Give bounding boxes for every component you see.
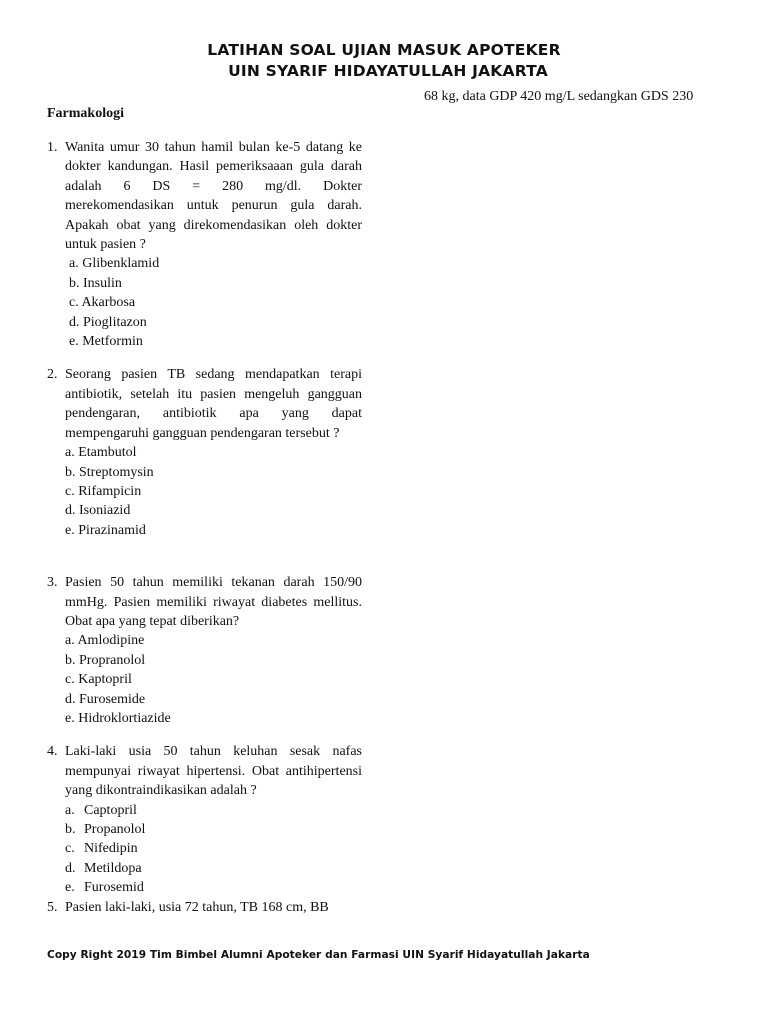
option-e: e. Hidroklortiazide [65, 710, 171, 726]
option-label: Propanolol [84, 822, 146, 837]
option-b [65, 820, 362, 839]
question-number: 4. [47, 744, 58, 760]
option-letter: e. [65, 880, 75, 896]
answer-options [65, 443, 362, 540]
option-letter: b. [65, 822, 76, 837]
option-a [65, 801, 362, 820]
answer-options [65, 254, 362, 351]
answer-options [65, 801, 362, 898]
question-text: Wanita umur 30 tahun hamil bulan ke-5 datang ke dokter kandungan. Hasil pemeriksaaan gula darah adalah 6 DS = 280 mg/dl. Dokter merekomendasikan untuk penurun gula darah. Apakah obat yang direkomendasikan oleh dokter untuk pasien ? [65, 140, 362, 253]
spacer [47, 540, 362, 573]
option-letter: c. [65, 841, 75, 857]
option-a: a. Etambutol [65, 445, 137, 461]
option-e: e. Metformin [69, 334, 143, 350]
option-letter: a. [65, 802, 75, 818]
option-d: d. Isoniazid [65, 503, 131, 519]
option-c: c. Rifampicin [65, 483, 142, 499]
option-b: b. Streptomysin [65, 464, 154, 480]
option-d: d. Pioglitazon [69, 314, 147, 330]
question-text: Pasien 50 tahun memiliki tekanan darah 150/90 mmHg. Pasien memiliki riwayat diabetes mellitus. Obat apa yang tepat diberikan? [65, 575, 362, 629]
question-3 [47, 573, 362, 728]
question-5-continuation: 68 kg, data GDP 420 mg/L sedangkan GDS 230 [424, 89, 694, 104]
question-5 [47, 898, 362, 917]
option-a: a. Glibenklamid [69, 256, 160, 272]
question-number: 2. [47, 367, 58, 383]
option-label: Nifedipin [84, 841, 138, 857]
question-text: Laki-laki usia 50 tahun keluhan sesak nafas mempunyai riwayat hipertensi. Obat antihipertensi yang dikontraindikasikan adalah ? [65, 744, 362, 799]
option-label: Metildopa [84, 860, 142, 876]
option-label: Captopril [84, 802, 137, 818]
option-a: a. Amlodipine [65, 633, 145, 649]
question-number: 3. [47, 575, 58, 591]
option-e: e. Pirazinamid [65, 522, 146, 538]
question-number: 5. [47, 899, 58, 915]
question-2 [47, 365, 362, 540]
section-title: Farmakologi [47, 106, 124, 121]
spacer [47, 728, 362, 742]
option-c [65, 839, 362, 858]
header-title-line1: LATIHAN SOAL UJIAN MASUK APOTEKER [207, 41, 561, 59]
question-number: 1. [47, 140, 58, 155]
copyright-footer: Copy Right 2019 Tim Bimbel Alumni Apoteker dan Farmasi UIN Syarif Hidayatullah Jakarta [47, 949, 590, 961]
option-letter: d. [65, 860, 76, 876]
document-header [0, 40, 768, 82]
option-b: b. Propranolol [65, 652, 146, 668]
question-text: Pasien laki-laki, usia 72 tahun, TB 168 cm, BB [65, 899, 329, 915]
option-c: c. Kaptopril [65, 672, 132, 688]
answer-options [65, 631, 362, 728]
option-d: d. Furosemide [65, 691, 146, 707]
option-c: c. Akarbosa [69, 295, 136, 311]
question-1 [47, 138, 362, 351]
header-title-line2: UIN SYARIF HIDAYATULLAH JAKARTA [228, 62, 548, 80]
option-b: b. Insulin [69, 275, 122, 291]
question-4 [47, 742, 362, 897]
spacer [47, 351, 362, 365]
question-text: Seorang pasien TB sedang mendapatkan terapi antibiotik, setelah itu pasien mengeluh gangguan pendengaran, antibiotik apa yang dapat mempengaruhi gangguan pendengaran tersebut ? [65, 367, 362, 441]
option-e [65, 878, 362, 897]
questions-column [47, 138, 362, 917]
option-d [65, 859, 362, 878]
option-label: Furosemid [84, 880, 144, 896]
